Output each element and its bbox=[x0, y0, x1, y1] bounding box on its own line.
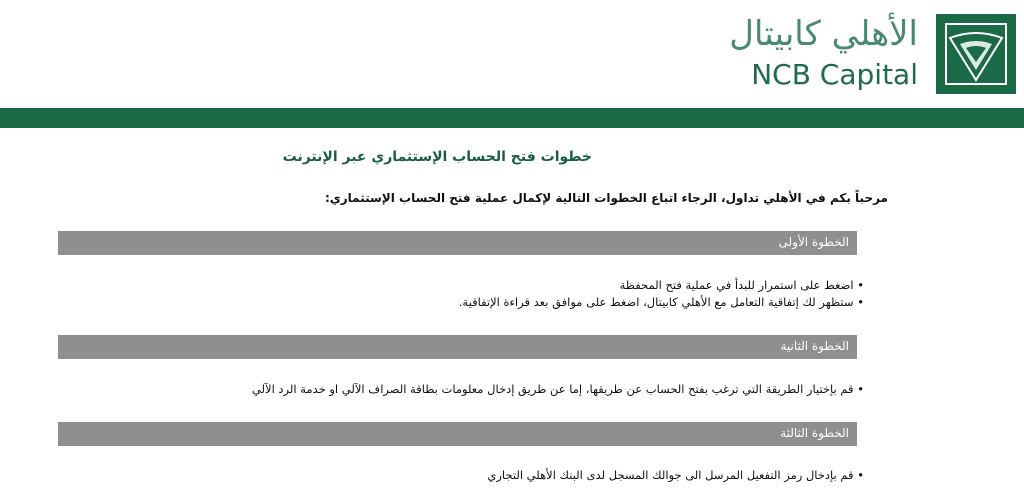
step-1-header bbox=[58, 231, 857, 255]
step-3-header bbox=[58, 422, 857, 446]
list-item: • قم بإدخال رمز التفعيل المرسل الى جوالك المسجل لدى البنك الأهلي التجاري bbox=[487, 467, 864, 484]
header-green-band bbox=[0, 108, 1024, 128]
step-1-list bbox=[459, 277, 864, 311]
list-item: • قم بإختيار الطريقة التي ترغب بفتح الحساب عن طريقها، إما عن طريق إدخال معلومات بطاقة الصراف الآلي او خدمة الرد الآلي bbox=[252, 381, 864, 398]
step-2-header bbox=[58, 335, 857, 359]
step-3-list bbox=[487, 467, 864, 484]
ncb-capital-logo-icon[interactable] bbox=[936, 14, 1016, 94]
step-2-label: الخطوة الثانية bbox=[780, 339, 849, 353]
page-title: خطوات فتح الحساب الإستثماري عبر الإنترنت bbox=[282, 149, 592, 165]
step-1-label: الخطوة الأولى bbox=[778, 235, 849, 249]
intro-text: مرحباً بكم في الأهلي تداول، الرجاء اتباع الخطوات التالية لإكمال عملية فتح الحساب الإستثماري: bbox=[324, 191, 888, 205]
list-item: • ستظهر لك إتفاقية التعامل مع الأهلي كابيتال، اضغط على موافق بعد قراءة الإتفاقية. bbox=[459, 294, 864, 311]
page-header bbox=[0, 0, 1024, 110]
step-2-list bbox=[252, 381, 864, 398]
logo-emblem-icon bbox=[936, 14, 1016, 94]
brand-name-english: NCB Capital bbox=[751, 58, 918, 91]
step-3-label: الخطوة الثالثة bbox=[780, 426, 849, 440]
brand-name-arabic: الأهلي كابيتال bbox=[729, 14, 918, 54]
list-item: • اضغط على استمرار للبدأ في عملية فتح المحفظة bbox=[459, 277, 864, 294]
